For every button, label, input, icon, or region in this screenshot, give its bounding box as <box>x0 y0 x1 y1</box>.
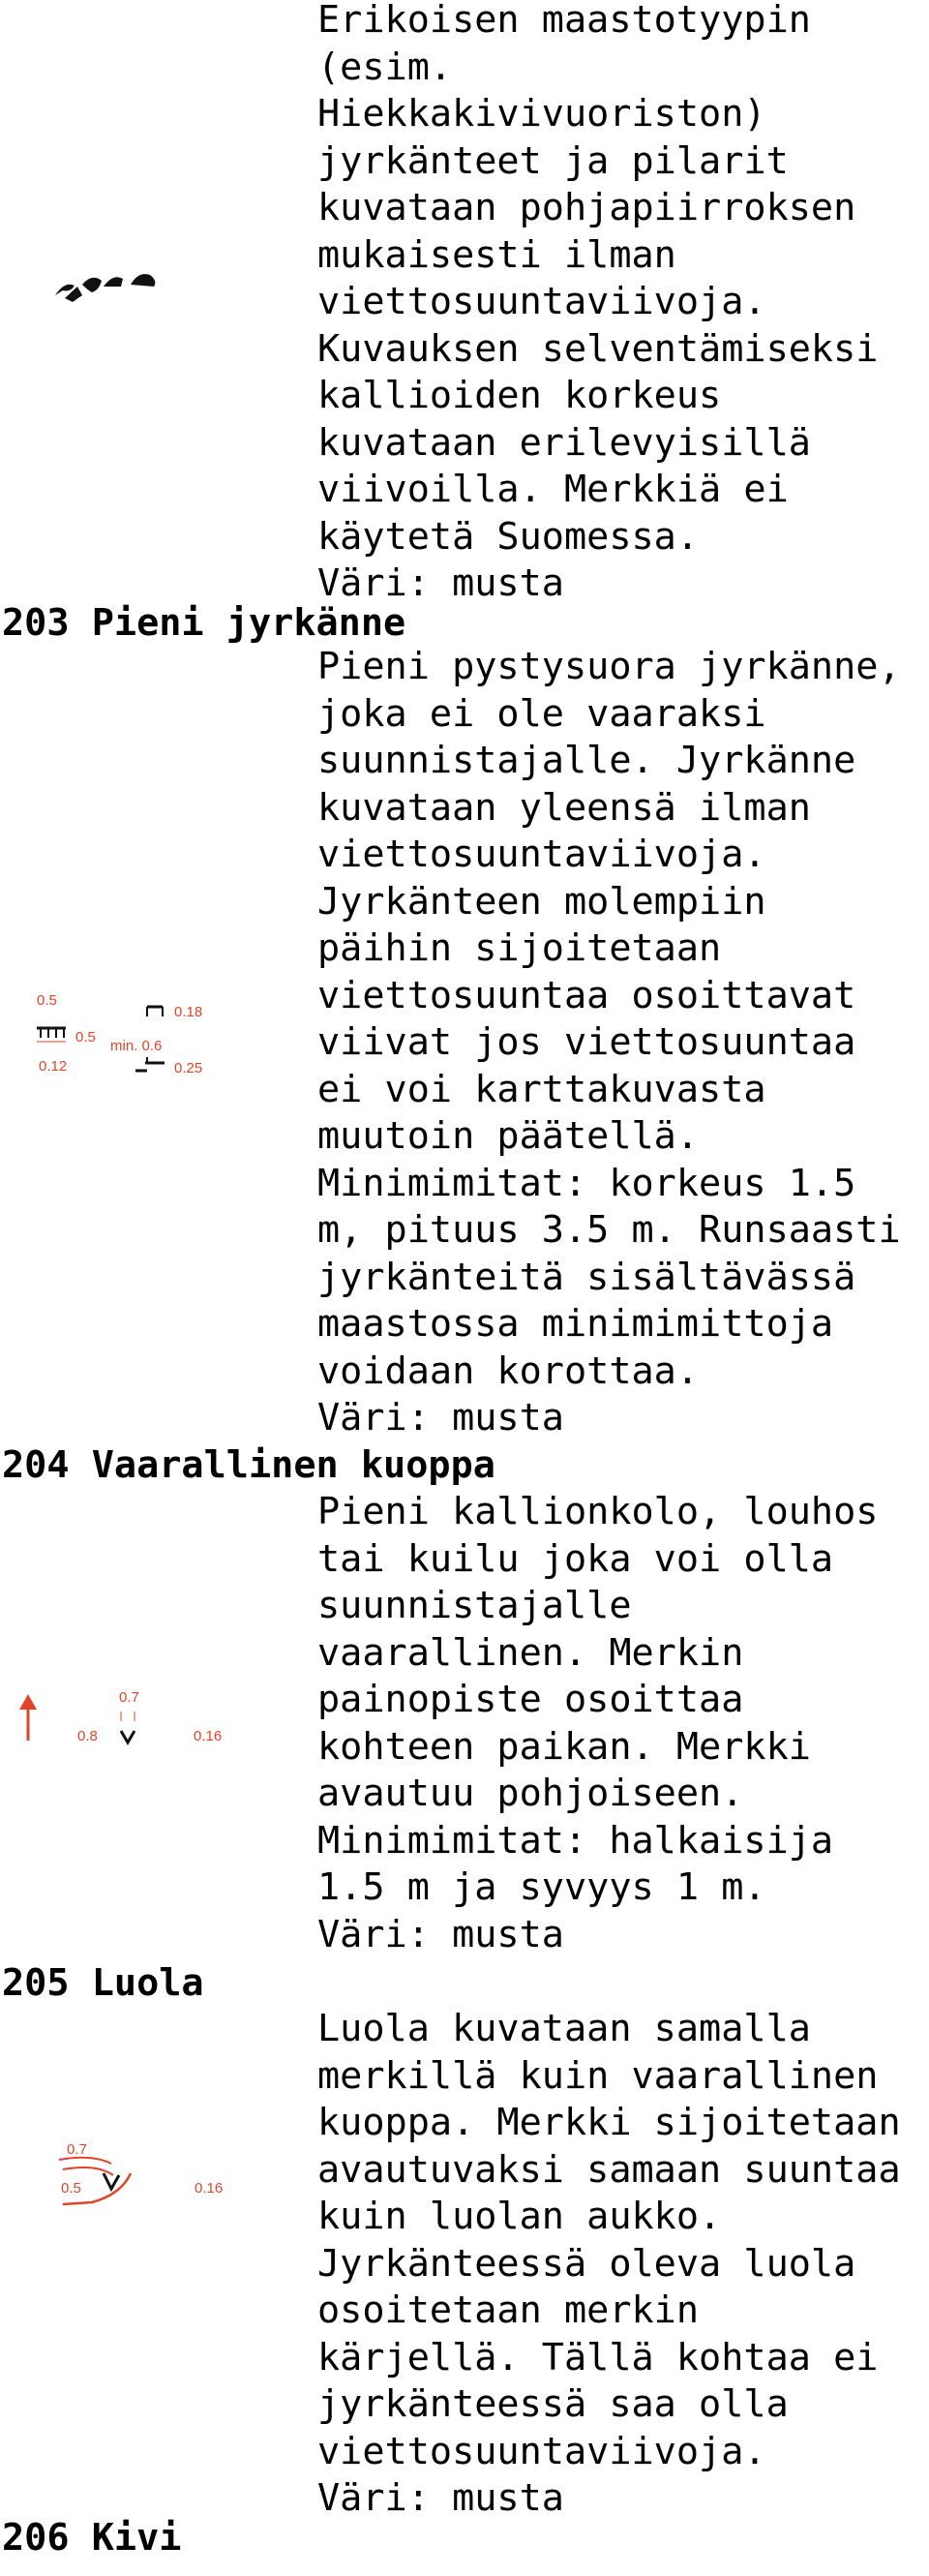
dim-label: 0.8 <box>77 1728 98 1744</box>
dim-label: 0.7 <box>119 1689 139 1706</box>
north-arrow-head <box>19 1694 37 1710</box>
section-description-205: Luola kuvataan samalla merkillä kuin vaarallinen kuoppa. Merkki sijoitetaan avautuvaksi samaan suuntaa kuin luolan aukko. Jyrkänteessä oleva luola osoitetaan merkin kärjellä. Tällä kohtaa ei jyrkänteessä saa olla viettosuuntaviivoja. Väri: musta <box>317 2007 901 2520</box>
section-heading-206: 206 Kivi <box>2 2516 182 2560</box>
dim-label: 0.12 <box>39 1058 68 1075</box>
dim-label: 0.18 <box>174 1004 203 1020</box>
section-heading-203: 203 Pieni jyrkänne <box>2 601 406 645</box>
section-heading-205: 205 Luola <box>2 1961 204 2005</box>
dim-label: 0.5 <box>37 992 57 1009</box>
section-description-203: Pieni pystysuora jyrkänne, joka ei ole vaaraksi suunnistajalle. Jyrkänne kuvataan yleensä ilman viettosuuntaviivoja. Jyrkänteen molempiin päihin sijoitetaan viettosuuntaa osoittavat viivat jos viettosuuntaa ei voi karttakuvasta muutoin päätellä. Minimimitat: korkeus 1.5 m, pituus 3.5 m. Runsaasti jyrkänteitä sisältävässä maastossa minimimittoja voidaan korottaa. Väri: musta <box>317 645 901 1440</box>
section-description-204: Pieni kallionkolo, louhos tai kuilu joka voi olla suunnistajalle vaarallinen. Merkin painopiste osoittaa kohteen paikan. Merkki avautuu pohjoiseen. Minimimitat: halkaisija 1.5 m ja syvyys 1 m. Väri: musta <box>317 1490 879 1956</box>
dangerous-pit-symbol-204 <box>15 1684 237 1752</box>
cave-symbol-205 <box>53 2135 247 2222</box>
dim-label: 0.16 <box>194 1728 223 1744</box>
section-heading-204: 204 Vaarallinen kuoppa <box>2 1443 495 1487</box>
section-description-202: Erikoisen maastotyypin (esim. Hiekkakivivuoriston) jyrkänteet ja pilarit kuvataan pohjapiirroksen mukaisesti ilman viettosuuntaviivoja. Kuvauksen selventämiseksi kallioiden korkeus kuvataan erilevyisillä viivoilla. Merkkiä ei käytetä Suomessa. Väri: musta <box>317 0 879 605</box>
dim-label: 0.7 <box>67 2141 87 2158</box>
dim-label: 0.25 <box>174 1060 203 1076</box>
dim-label: 0.16 <box>195 2180 224 2197</box>
dim-label: 0.5 <box>61 2180 81 2197</box>
small-cliff-symbol-203 <box>29 987 223 1094</box>
cliff-symbol-202 <box>53 261 165 310</box>
dim-label: 0.5 <box>75 1029 96 1046</box>
dim-label: min. 0.6 <box>110 1038 163 1054</box>
